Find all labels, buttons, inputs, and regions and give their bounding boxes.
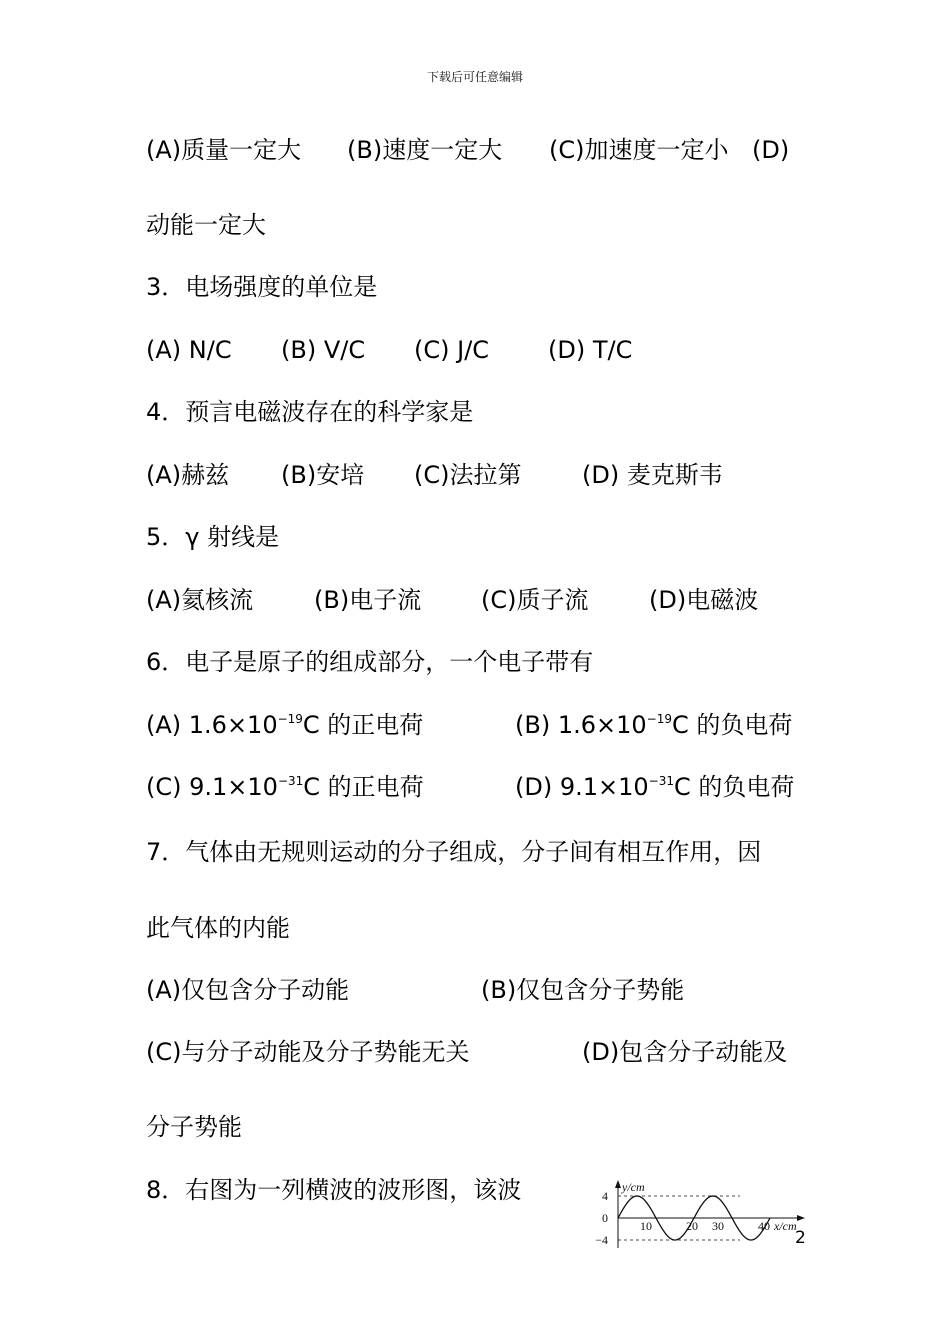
q2-option-b: (B)速度一定大 — [347, 136, 503, 164]
q3-option-a: (A) N/C — [146, 336, 232, 364]
q5-option-b: (B)电子流 — [314, 586, 422, 614]
q6-option-a — [146, 709, 423, 741]
q7-option-d-cont: 分子势能 — [146, 1113, 242, 1141]
q7-stem: 7．气体由无规则运动的分子组成，分子间有相互作用，因 — [146, 838, 762, 866]
q3-option-d: (D) T/C — [548, 336, 633, 364]
y-tick-4: 4 — [602, 1189, 608, 1203]
x-axis-label: x/cm — [774, 1219, 797, 1233]
q6-option-d-suffix: C 的负电荷 — [673, 773, 795, 801]
q2-option-c: (C)加速度一定小 — [549, 136, 729, 164]
y-axis-label: y/cm — [622, 1180, 645, 1194]
y-tick-0: 0 — [602, 1211, 608, 1225]
q4-option-d: (D) 麦克斯韦 — [582, 461, 723, 489]
q3-option-b: (B) V/C — [281, 336, 366, 364]
q5-option-c: (C)质子流 — [481, 586, 589, 614]
q7-option-c: (C)与分子动能及分子势能无关 — [146, 1038, 470, 1066]
y-axis-arrow — [615, 1180, 621, 1188]
q7-stem-cont: 此气体的内能 — [146, 914, 290, 942]
q4-option-a: (A)赫兹 — [146, 461, 230, 489]
x-tick-10: 10 — [640, 1219, 652, 1233]
q3-stem: 3．电场强度的单位是 — [146, 273, 378, 301]
q6-option-a-suffix: C 的正电荷 — [302, 711, 424, 739]
q4-option-b: (B)安培 — [281, 461, 365, 489]
q5-stem: 5．γ 射线是 — [146, 523, 280, 551]
q6-option-c-exponent: −31 — [277, 774, 304, 788]
q7-option-a: (A)仅包含分子动能 — [146, 976, 350, 1004]
q4-option-c: (C)法拉第 — [414, 461, 522, 489]
q2-option-d-cont: 动能一定大 — [146, 211, 266, 239]
wave-figure — [588, 1178, 808, 1250]
q8-stem: 8．右图为一列横波的波形图，该波 — [146, 1176, 522, 1204]
q6-stem: 6．电子是原子的组成部分，一个电子带有 — [146, 648, 594, 676]
q6-option-d-exponent: −31 — [648, 774, 674, 788]
y-tick-neg4: −4 — [595, 1233, 608, 1247]
q2-option-d: (D) — [752, 136, 790, 164]
q6-option-c — [146, 771, 424, 803]
x-tick-40: 40 — [758, 1219, 770, 1233]
q7-option-d: (D)包含分子动能及 — [582, 1038, 788, 1066]
q6-option-b-suffix: C 的负电荷 — [671, 711, 793, 739]
q6-option-c-suffix: C 的正电荷 — [303, 773, 424, 801]
q6-option-b — [515, 709, 792, 741]
page-number: 2 — [795, 1228, 806, 1248]
q7-option-b: (B)仅包含分子势能 — [481, 976, 685, 1004]
q3-option-c: (C) J/C — [414, 336, 490, 364]
q6-option-c-base: (C) 9.1×10 — [146, 773, 278, 801]
x-tick-30: 30 — [712, 1219, 724, 1233]
q4-stem: 4．预言电磁波存在的科学家是 — [146, 398, 474, 426]
q5-option-d: (D)电磁波 — [649, 586, 759, 614]
q5-option-a: (A)氦核流 — [146, 586, 254, 614]
x-tick-20: 20 — [686, 1219, 698, 1233]
q6-option-d — [515, 771, 794, 803]
q2-option-a: (A)质量一定大 — [146, 136, 302, 164]
q6-option-a-base: (A) 1.6×10 — [146, 711, 278, 739]
q6-option-d-base: (D) 9.1×10 — [515, 773, 649, 801]
q6-option-b-exponent: −19 — [646, 712, 672, 726]
q6-option-b-base: (B) 1.6×10 — [515, 711, 647, 739]
page-header: 下载后可任意编辑 — [426, 70, 523, 84]
q6-option-a-exponent: −19 — [277, 712, 303, 726]
x-axis-arrow — [797, 1215, 805, 1221]
